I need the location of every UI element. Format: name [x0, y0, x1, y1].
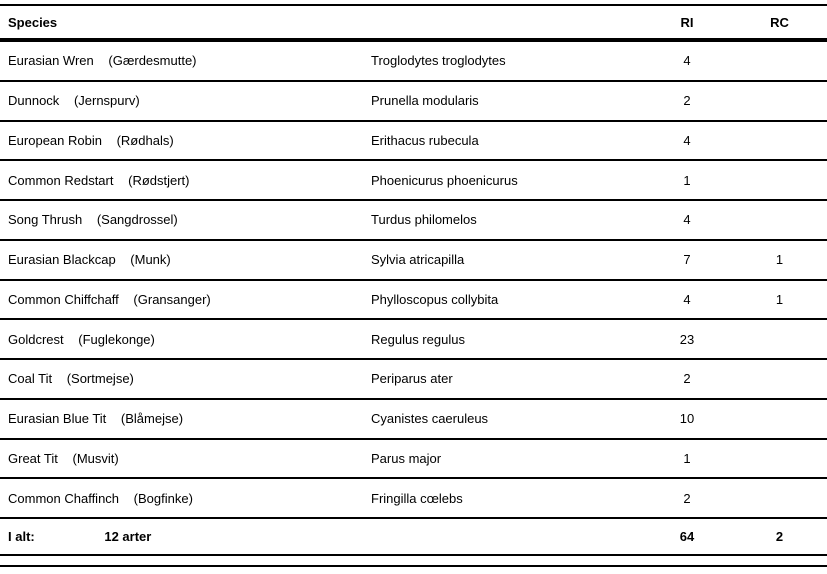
table-row — [0, 320, 827, 360]
total-row — [0, 519, 827, 556]
species-name-cell — [0, 212, 363, 227]
species-danish-name: (Fuglekonge) — [78, 331, 155, 347]
ri-value: 1 — [683, 450, 691, 466]
species-danish-name: (Rødhals) — [116, 132, 174, 148]
ri-value: 4 — [683, 132, 691, 148]
ri-value: 4 — [683, 212, 691, 228]
species-danish-name: (Blåmejse) — [120, 411, 184, 427]
scientific-name: Phoenicurus phoenicurus — [371, 172, 518, 188]
scientific-name: Erithacus rubecula — [371, 132, 479, 148]
species-danish-name: (Rødstjert) — [128, 172, 190, 188]
species-common-name: Common Redstart — [8, 172, 114, 188]
table-header-row — [0, 6, 827, 38]
column-header-species: Species — [8, 14, 58, 30]
species-name-cell — [0, 252, 363, 267]
table-row — [0, 122, 827, 162]
column-header-ri: RI — [680, 14, 694, 30]
ri-value: 4 — [683, 291, 691, 307]
scientific-name: Parus major — [371, 450, 442, 466]
table-row — [0, 201, 827, 241]
species-danish-name: (Jernspurv) — [73, 93, 140, 109]
table-row — [0, 241, 827, 281]
table-row — [0, 281, 827, 321]
species-name-cell — [0, 292, 363, 307]
species-name-cell — [0, 93, 363, 108]
table-row — [0, 161, 827, 201]
total-ri-value: 64 — [679, 529, 695, 544]
species-name-cell — [0, 133, 363, 148]
ri-value: 10 — [679, 411, 695, 427]
scientific-name: Periparus ater — [371, 371, 453, 387]
table-row — [0, 400, 827, 440]
table-row — [0, 360, 827, 400]
scientific-name: Cyanistes caeruleus — [371, 411, 489, 427]
ri-value: 2 — [683, 93, 691, 109]
rc-value: 1 — [775, 252, 784, 268]
species-common-name: Common Chiffchaff — [8, 291, 119, 307]
species-common-name: Great Tit — [8, 450, 58, 466]
ri-value: 23 — [679, 331, 695, 347]
table-row — [0, 82, 827, 122]
species-common-name: Common Chaffinch — [8, 490, 120, 506]
rc-value: 1 — [775, 291, 784, 307]
scientific-name: Sylvia atricapilla — [371, 252, 465, 268]
scientific-name: Fringilla cœlebs — [371, 490, 463, 506]
column-header-rc: RC — [770, 14, 789, 30]
species-name-cell — [0, 411, 363, 426]
bottom-rule — [0, 565, 827, 567]
scientific-name: Troglodytes troglodytes — [371, 53, 506, 69]
ri-value: 7 — [683, 252, 691, 268]
species-danish-name: (Musvit) — [72, 450, 119, 466]
total-species-count: 12 arter — [104, 529, 152, 544]
species-name-cell — [0, 451, 363, 466]
species-common-name: European Robin — [8, 132, 102, 148]
scientific-name: Prunella modularis — [371, 93, 479, 109]
ri-value: 4 — [683, 53, 691, 69]
ri-value: 2 — [683, 371, 691, 387]
ri-value: 1 — [683, 172, 691, 188]
species-common-name: Eurasian Wren — [8, 53, 94, 69]
species-common-name: Coal Tit — [8, 371, 53, 387]
scientific-name: Turdus philomelos — [371, 212, 477, 228]
species-name-cell — [0, 491, 363, 506]
species-danish-name: (Bogfinke) — [133, 490, 193, 506]
total-rc-value: 2 — [775, 529, 784, 544]
species-name-cell — [0, 332, 363, 347]
table-body — [0, 42, 827, 519]
species-name-cell — [0, 53, 363, 68]
species-name-cell — [0, 371, 363, 386]
table-row — [0, 479, 827, 519]
scientific-name: Phylloscopus collybita — [371, 291, 499, 307]
table-row — [0, 440, 827, 480]
species-danish-name: (Sangdrossel) — [96, 212, 178, 228]
species-name-cell — [0, 173, 363, 188]
species-danish-name: (Munk) — [130, 252, 171, 268]
total-label: I alt: — [8, 529, 35, 544]
species-common-name: Dunnock — [8, 93, 60, 109]
species-danish-name: (Gransanger) — [133, 291, 211, 307]
ri-value: 2 — [683, 490, 691, 506]
table-row — [0, 42, 827, 82]
species-common-name: Eurasian Blackcap — [8, 252, 116, 268]
species-common-name: Song Thrush — [8, 212, 83, 228]
total-label-cell — [0, 529, 363, 544]
species-danish-name: (Gærdesmutte) — [108, 53, 197, 69]
species-danish-name: (Sortmejse) — [66, 371, 134, 387]
scientific-name: Regulus regulus — [371, 331, 465, 347]
species-common-name: Goldcrest — [8, 331, 64, 347]
species-common-name: Eurasian Blue Tit — [8, 411, 107, 427]
